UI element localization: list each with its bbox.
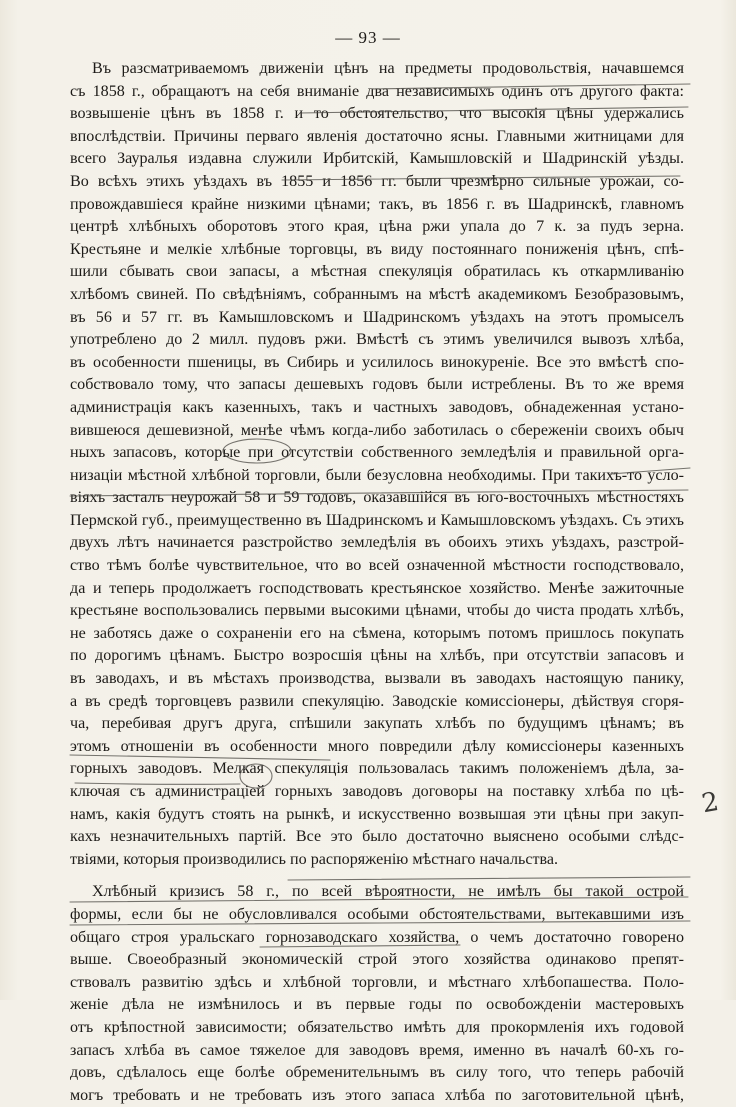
text-line: всего Зауралья издавна служили Ирбитскій, Камышловскій и Шадринскій уѣзды.: [70, 150, 684, 168]
text-line: могъ требовать и не требовать изъ этого запаса хлѣба по заготовительной цѣнѣ,: [70, 1086, 684, 1104]
text-line: Во всѣхъ этихъ уѣздахъ въ 1855 и 1856 гг. были чрезмѣрно сильные урожаи, со-: [70, 172, 684, 190]
pencil-underline: [300, 107, 688, 113]
pencil-circle: [223, 439, 291, 463]
text-line: формы, если бы не обусловливался особыми обстоятельствами, вытекавшими изъ: [70, 905, 684, 923]
text-line: ключая съ администраціей горныхъ заводовъ договоры на поставку хлѣба по цѣ-: [70, 783, 684, 800]
text-line: Въ разсматриваемомъ движеніи цѣнъ на предметы продовольствія, начавшемся: [92, 60, 684, 77]
text-line: ство тѣмъ болѣе чувствительное, что во всей означенной мѣстности господствовало,: [70, 557, 684, 575]
text-line: намъ, какія будутъ стоять на рынкѣ, и искусственно возвышая эти цѣны при закуп-: [70, 805, 684, 823]
text-line: вившеюся дешевизной, менѣе чѣмъ когда-либо заботилась о сбереженіи своихъ обыч: [70, 421, 684, 439]
text-line: выше. Своеобразный экономическій строй этого хозяйства одинаково препят-: [70, 951, 684, 969]
pencil-underline: [372, 84, 690, 89]
text-line: въ особенности пшеницы, въ Сибирь и усилилось винокуреніе. Все это вмѣстѣ спо-: [70, 353, 684, 371]
pencil-underline: [75, 783, 240, 784]
margin-handwritten-mark: 2: [699, 786, 722, 820]
pencil-circle: [240, 764, 272, 788]
pencil-underline: [70, 755, 330, 760]
text-line: шили сбывать свои запасы, а мѣстная спекуляція обратилась къ откармливанію: [70, 263, 684, 281]
text-line: по дорогимъ цѣнамъ. Быстро возросшія цѣны на хлѣбъ, при отсутствіи запасовъ и: [70, 647, 684, 665]
text-line: твіями, которыя производились по распоряженію мѣстнаго начальства.: [70, 850, 559, 868]
pencil-underline: [70, 897, 688, 902]
text-line: въ заводахъ, и въ мѣстахъ производства, вызвали въ заводахъ настоящую панику,: [70, 670, 684, 688]
text-line: Пермской губ., преимущественно въ Шадринскомъ и Камышловскомъ уѣздахъ. Съ этихъ: [70, 511, 684, 529]
text-line: запасъ хлѣба въ самое тяжелое для заводовъ время, именно въ началѣ 60-хъ го-: [70, 1041, 684, 1059]
pencil-underline: [610, 468, 690, 474]
pencil-underline: [70, 490, 688, 496]
text-line: да и теперь продолжаетъ господствовать крестьянское хозяйство. Менѣе зажиточные: [70, 579, 684, 597]
text-line: собствовало тому, что запасы дешевыхъ годовъ были истреблены. Въ то же время: [70, 376, 684, 394]
page-number: — 93 —: [335, 28, 401, 47]
text-line: женіе дѣла не измѣнилось и въ первые годы по освобожденіи мастеровыхъ: [70, 996, 684, 1014]
text-line: віяхъ засталъ неурожай 58 и 59 годовъ, оказавшійся въ юго-восточныхъ мѣстностяхъ: [70, 489, 684, 507]
text-line: а въ средѣ торговцевъ развили спекуляцію. Заводскіе комиссіонеры, дѣйствуя сгоря-: [70, 692, 684, 710]
text-line: провождавшіеся крайне низкими цѣнами; такъ, въ 1856 г. въ Шадринскѣ, главномъ: [70, 195, 684, 213]
text-line: горныхъ заводовъ. Мелкая спекуляція пользовалась такимъ положеніемъ дѣла, за-: [70, 760, 684, 778]
text-line: центрѣ хлѣбныхъ оборотовъ этого края, цѣна ржи упала до 7 к. за пудъ зерна.: [70, 218, 684, 236]
text-line: съ 1858 г., обращаютъ на себя вниманіе два независимыхъ одинъ отъ другого факта:: [70, 82, 684, 100]
text-line: возвышеніе цѣнъ въ 1858 г. и то обстоятельство, что высокія цѣны удержались: [70, 105, 684, 123]
text-line: не заботясь даже о сохраненіи его на сѣмена, которымъ потомъ пришлось покупать: [70, 624, 684, 642]
text-line: двухъ лѣтъ начинается разстройство земледѣлія въ обоихъ этихъ уѣздахъ, разстрой-: [70, 534, 684, 552]
text-line: отъ крѣпостной зависимости; обязательство имѣть для прокормленія ихъ годовой: [70, 1018, 684, 1036]
text-line: Хлѣбный кризисъ 58 г., по всей вѣроятности, не имѣлъ бы такой острой: [92, 883, 684, 901]
text-line: ствовалъ развитію здѣсь и хлѣбной торговли, и мѣстнаго хлѣбопашества. Поло-: [70, 973, 684, 991]
pencil-underline: [70, 921, 690, 925]
text-line: администрація какъ казенныхъ, такъ и частныхъ заводовъ, обнадеженная устано-: [70, 398, 684, 416]
text-line: общаго строя уральскаго горнозаводскаго хозяйства, о чемъ достаточно говорено: [70, 928, 684, 946]
text-line: кахъ незначительныхъ партій. Все это было достаточно выяснено особыми слѣдс-: [70, 828, 684, 846]
pencil-underline: [260, 945, 460, 947]
text-line: впослѣдствіи. Причины перваго явленія достаточно ясны. Главными житницами для: [70, 127, 684, 145]
text-line: низаціи мѣстной хлѣбной торговли, были безусловна необходимы. При такихъ-то усло-: [70, 466, 684, 484]
text-line: этомъ отношеніи въ особенности много повредили дѣлу комиссіонеры казенныхъ: [70, 737, 684, 755]
pencil-underline: [282, 176, 680, 180]
text-line: ча, перебивая другъ друга, спѣшили закупать хлѣбъ по будущимъ цѣнамъ; въ: [70, 715, 684, 733]
text-line: употреблено до 2 милл. пудовъ ржи. Вмѣстѣ съ этимъ увеличился вывозъ хлѣба,: [70, 331, 684, 349]
text-line: хлѣбомъ свиней. По свѣдѣніямъ, собраннымъ на мѣстѣ академикомъ Безобразовымъ,: [70, 285, 684, 303]
text-line: Крестьяне и мелкіе хлѣбные торговцы, въ виду постояннаго пониженія цѣнъ, спѣ-: [70, 240, 684, 258]
text-line: въ 56 и 57 гг. въ Камышловскомъ и Шадринскомъ уѣздахъ на этотъ промыселъ: [70, 308, 684, 326]
text-line: довъ, сдѣлалось еще болѣе обременительнымъ въ силу того, что теперь рабочій: [70, 1064, 684, 1082]
pencil-underline: [288, 877, 690, 880]
text-line: ныхъ запасовъ, которые при отсутствіи собственного земледѣлія и правильной орга-: [70, 444, 684, 462]
text-line: крестьяне воспользовались первыми высокими цѣнами, чтобы до чиста продать хлѣбъ,: [70, 602, 684, 620]
